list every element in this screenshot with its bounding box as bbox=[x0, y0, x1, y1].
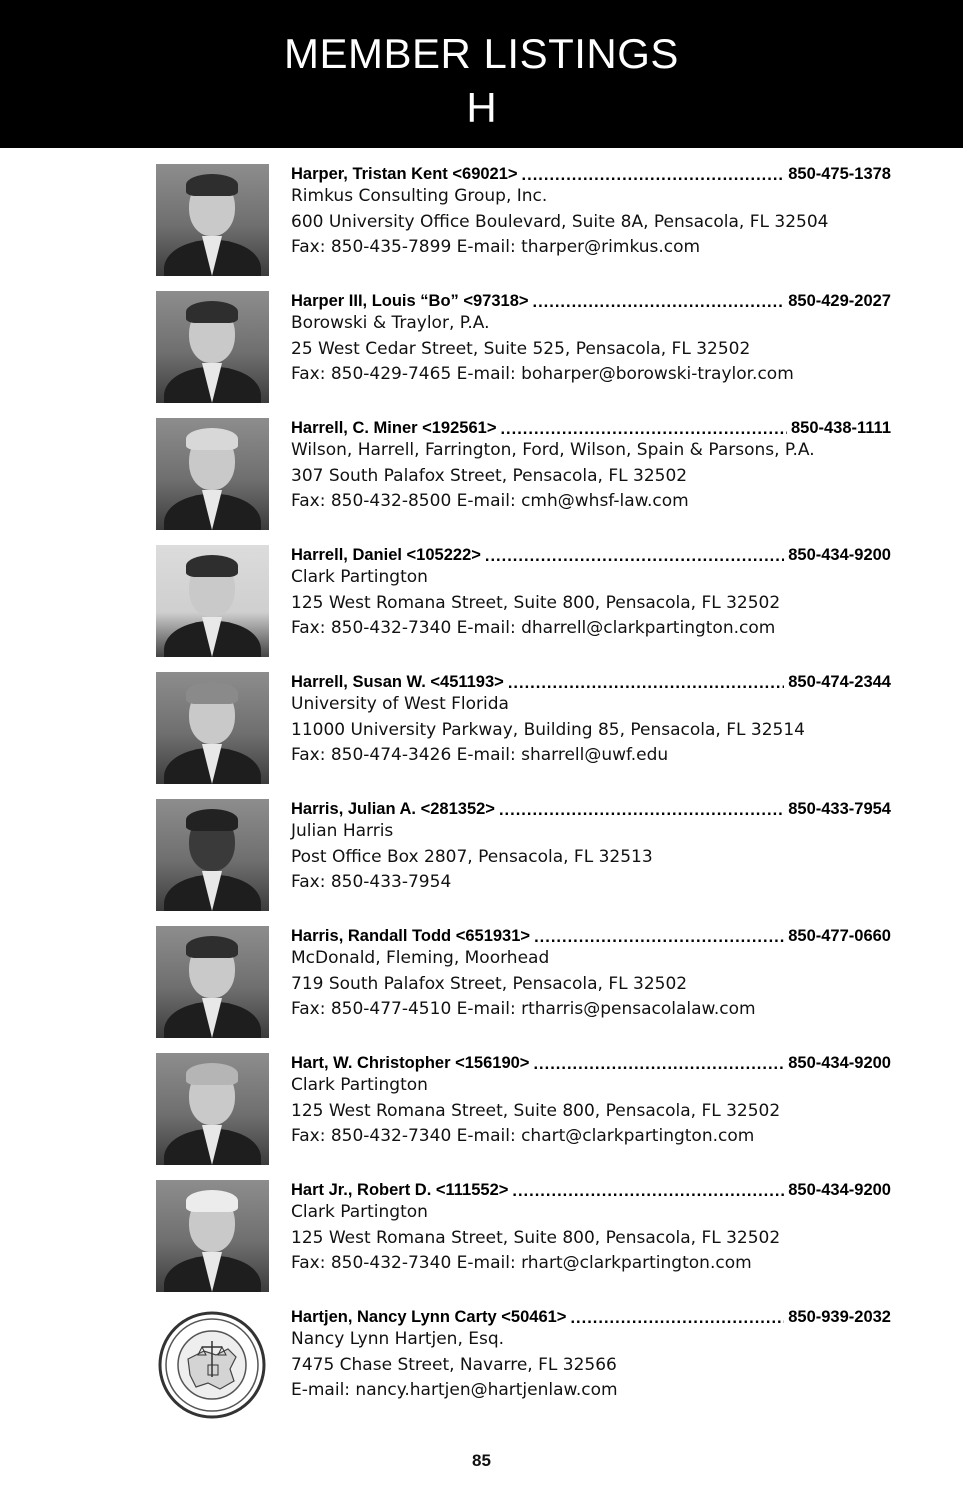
member-address: 719 South Palafox Street, Pensacola, FL 32502 bbox=[291, 973, 688, 994]
member-address: Post Office Box 2807, Pensacola, FL 32513 bbox=[291, 846, 653, 867]
member-contact: Fax: 850-432-8500 E-mail: cmh@whsf-law.com bbox=[291, 491, 689, 511]
header-title: MEMBER LISTINGS bbox=[284, 30, 679, 77]
member-contact: Fax: 850-432-7340 E-mail: rhart@clarkpartington.com bbox=[291, 1253, 752, 1273]
member-phone: 850-438-1111 bbox=[790, 419, 891, 437]
dot-leader bbox=[522, 166, 785, 184]
member-photo bbox=[156, 926, 269, 1038]
member-name: Hartjen, Nancy Lynn Carty <50461> bbox=[291, 1308, 567, 1326]
member-name: Hart Jr., Robert D. <111552> bbox=[291, 1181, 509, 1199]
member-entry bbox=[0, 795, 963, 922]
member-contact: Fax: 850-429-7465 E-mail: boharper@borowski-traylor.com bbox=[291, 364, 794, 384]
member-entry bbox=[0, 1049, 963, 1176]
member-entry bbox=[0, 1176, 963, 1303]
member-name: Harrell, Susan W. <451193> bbox=[291, 673, 504, 691]
member-address: 125 West Romana Street, Suite 800, Pensacola, FL 32502 bbox=[291, 1227, 781, 1248]
member-phone: 850-475-1378 bbox=[788, 165, 891, 183]
member-photo bbox=[156, 672, 269, 784]
member-contact: Fax: 850-432-7340 E-mail: dharrell@clarkpartington.com bbox=[291, 618, 776, 638]
member-photo bbox=[156, 1180, 269, 1292]
member-firm: Nancy Lynn Hartjen, Esq. bbox=[291, 1329, 505, 1349]
member-firm: Clark Partington bbox=[291, 1075, 428, 1095]
member-firm: Borowski & Traylor, P.A. bbox=[291, 313, 490, 333]
member-contact: Fax: 850-432-7340 E-mail: chart@clarkpartington.com bbox=[291, 1126, 755, 1146]
dot-leader bbox=[500, 420, 787, 438]
member-name: Harris, Julian A. <281352> bbox=[291, 800, 495, 818]
page-header bbox=[0, 0, 963, 148]
dot-leader bbox=[533, 293, 785, 311]
member-contact: Fax: 850-435-7899 E-mail: tharper@rimkus.com bbox=[291, 237, 701, 257]
member-address: 125 West Romana Street, Suite 800, Pensacola, FL 32502 bbox=[291, 592, 781, 613]
dot-leader bbox=[512, 1182, 784, 1200]
member-photo bbox=[156, 164, 269, 276]
dot-leader bbox=[570, 1309, 784, 1327]
member-name: Harper, Tristan Kent <69021> bbox=[291, 165, 518, 183]
member-firm: Wilson, Harrell, Farrington, Ford, Wilson, Spain & Parsons, P.A. bbox=[291, 440, 815, 460]
member-name: Harper III, Louis “Bo” <97318> bbox=[291, 292, 529, 310]
member-entry bbox=[0, 414, 963, 541]
member-contact: Fax: 850-433-7954 bbox=[291, 872, 452, 892]
member-list bbox=[0, 160, 963, 1430]
member-firm: McDonald, Fleming, Moorhead bbox=[291, 948, 550, 968]
member-firm: Julian Harris bbox=[291, 821, 394, 841]
member-photo bbox=[156, 799, 269, 911]
member-contact: Fax: 850-474-3426 E-mail: sharrell@uwf.edu bbox=[291, 745, 669, 765]
dot-leader bbox=[533, 1055, 784, 1073]
bar-association-seal-icon bbox=[158, 1311, 266, 1419]
member-phone: 850-434-9200 bbox=[788, 546, 891, 564]
member-phone: 850-434-9200 bbox=[788, 1054, 891, 1072]
header-letter: H bbox=[466, 84, 497, 131]
member-phone: 850-474-2344 bbox=[788, 673, 891, 691]
page-number: 85 bbox=[472, 1451, 491, 1470]
member-entry bbox=[0, 160, 963, 287]
member-photo bbox=[156, 545, 269, 657]
member-address: 600 University Office Boulevard, Suite 8A, Pensacola, FL 32504 bbox=[291, 211, 829, 232]
member-name: Harris, Randall Todd <651931> bbox=[291, 927, 531, 945]
member-photo bbox=[156, 418, 269, 530]
member-contact: E-mail: nancy.hartjen@hartjenlaw.com bbox=[291, 1380, 618, 1400]
dot-leader bbox=[508, 674, 784, 692]
member-entry bbox=[0, 1303, 963, 1430]
member-entry bbox=[0, 668, 963, 795]
member-firm: University of West Florida bbox=[291, 694, 509, 714]
member-entry bbox=[0, 541, 963, 668]
member-address: 307 South Palafox Street, Pensacola, FL 32502 bbox=[291, 465, 688, 486]
member-firm: Rimkus Consulting Group, Inc. bbox=[291, 186, 548, 206]
dot-leader bbox=[534, 928, 784, 946]
member-entry bbox=[0, 287, 963, 414]
member-phone: 850-477-0660 bbox=[788, 927, 891, 945]
dot-leader bbox=[499, 801, 784, 819]
member-firm: Clark Partington bbox=[291, 567, 428, 587]
member-address: 7475 Chase Street, Navarre, FL 32566 bbox=[291, 1354, 617, 1375]
member-name: Hart, W. Christopher <156190> bbox=[291, 1054, 530, 1072]
member-name: Harrell, Daniel <105222> bbox=[291, 546, 481, 564]
member-phone: 850-433-7954 bbox=[788, 800, 891, 818]
member-entry bbox=[0, 922, 963, 1049]
member-address: 25 West Cedar Street, Suite 525, Pensacola, FL 32502 bbox=[291, 338, 751, 359]
member-contact: Fax: 850-477-4510 E-mail: rtharris@pensacolalaw.com bbox=[291, 999, 756, 1019]
member-phone: 850-939-2032 bbox=[788, 1308, 891, 1326]
member-phone: 850-429-2027 bbox=[788, 292, 891, 310]
member-phone: 850-434-9200 bbox=[788, 1181, 891, 1199]
member-name: Harrell, C. Miner <192561> bbox=[291, 419, 497, 437]
member-address: 11000 University Parkway, Building 85, Pensacola, FL 32514 bbox=[291, 719, 805, 740]
member-firm: Clark Partington bbox=[291, 1202, 428, 1222]
member-photo bbox=[156, 1053, 269, 1165]
member-photo bbox=[156, 291, 269, 403]
member-address: 125 West Romana Street, Suite 800, Pensacola, FL 32502 bbox=[291, 1100, 781, 1121]
dot-leader bbox=[485, 547, 784, 565]
